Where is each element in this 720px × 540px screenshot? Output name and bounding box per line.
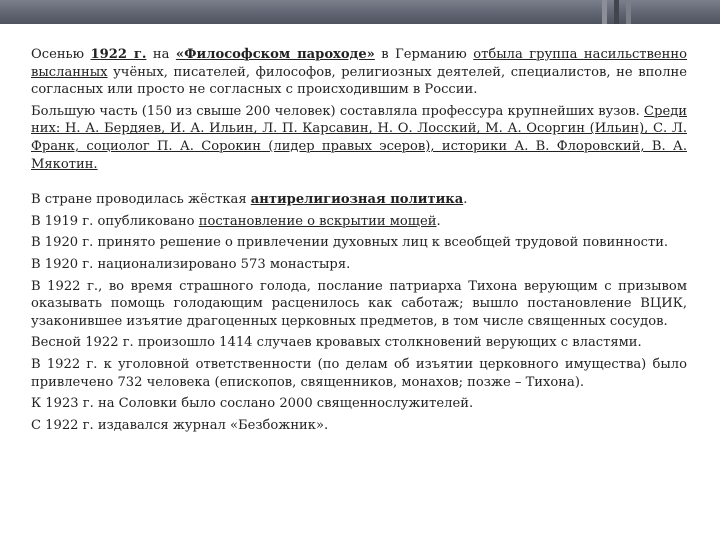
antireligious-policy-term: антирелигиозная политика [250,192,464,208]
paragraph-1923-solovki: К 1923 г. на Соловки было сослано 2000 священнослужителей. [31,396,474,412]
forced-exile-phrase: отбыла группа насильственно высланных [31,47,688,80]
year-1922-bold: 1922 г. [90,47,147,62]
slide-text-body [31,46,687,438]
paragraph-antireligious-policy: В стране проводилась жёсткая антирелигиозная политика. [31,192,468,208]
slide-header-bar [0,0,720,24]
paragraph-exiled-professors: Большую часть (150 из свыше 200 человек) составляла профессура крупнейших вузов. Среди них: Н. А. Бердяев, И. А. Ильин, Л. П. Карсавин, Н. О. Лосский, М. А. Осоргин (Ильин), С. Л. Франк, социолог П. А. Сорокин (лидер правых эсеров), историки А. В. Флоровский, В. А. Мякотин. [31,103,687,172]
paragraph-bezbozhnik-journal: С 1922 г. издавался журнал «Безбожник». [31,417,329,433]
header-accent-stripe [626,0,631,24]
header-accent-stripe [602,0,607,24]
exiled-names-list: Среди них: Н. А. Бердяев, И. А. Ильин, Л. П. Карсавин, Н. О. Лосский, М. А. Осоргин (Ильин), С. Л. Франк, социолог П. А. Сорокин (лидер правых эсеров), историки А. В. Флоровский, В. А. Мякотин. [31,103,687,172]
philosophers-ship-term: «Философском пароходе» [175,47,375,62]
paragraph-1920-labor-duty: В 1920 г. принято решение о привлечении духовных лиц к всеобщей трудовой повинности. [31,235,669,251]
slide-page [0,24,720,540]
header-accent-stripe [614,0,619,24]
paragraph-1922-prosecutions: В 1922 г. к уголовной ответственности (по делам об изъятии церковного имущества) было привлечено 732 человека (епископов, священников, монахов; позже – Тихона). [31,356,687,390]
relics-decree-phrase: постановление о вскрытии мощей [198,213,437,229]
paragraph-1922-clashes: Весной 1922 г. произошло 1414 случаев кровавых столкновений верующих с властями. [31,335,642,351]
paragraph-philosophers-ship: Осенью 1922 г. на «Философском пароходе» в Германию отбыла группа насильственно высланных учёных, писателей, философов, религиозных деятелей, специалистов, не вполне согласных или просто не согласных с происходившим в России. [31,47,688,98]
paragraph-gap [31,177,687,191]
paragraph-1922-famine: В 1922 г., во время страшного голода, послание патриарха Тихона верующим с призывом оказывать помощь голодающим расценилось как саботаж; вышло постановление ВЦИК, узаконившее изъятие драгоценных церковных предметов, в том числе священных сосудов. [31,278,687,329]
paragraph-1919-relics: В 1919 г. опубликовано постановление о вскрытии мощей. [31,213,441,229]
paragraph-1920-monasteries: В 1920 г. национализировано 573 монастыря. [31,256,351,272]
